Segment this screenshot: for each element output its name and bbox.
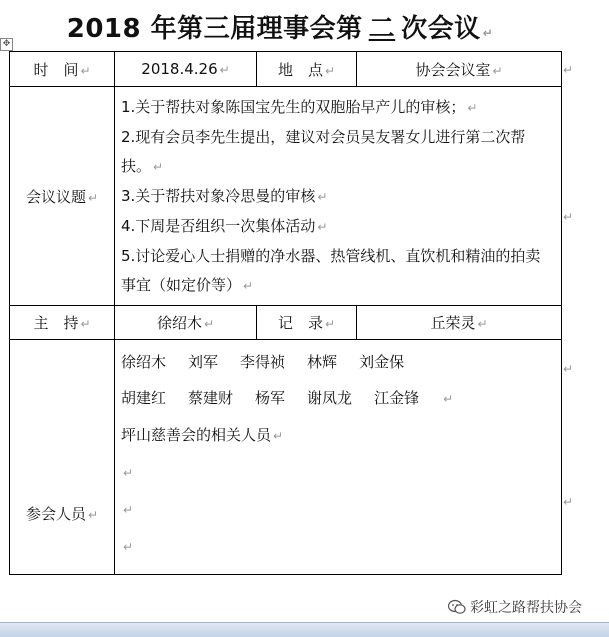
row-end-mark: ↵ [563, 210, 574, 224]
attendee-name: 江金锋 [374, 389, 420, 407]
record-label-cell: 记 录 ↵ [257, 306, 357, 340]
place-label-cell: 地 点 ↵ [257, 52, 357, 87]
meeting-table [9, 51, 562, 575]
topics-content-cell[interactable] [115, 87, 562, 306]
attendee-name: 李得祯 [240, 353, 286, 371]
topic-item: 3.关于帮扶对象冷思曼的审核 ↵ [121, 187, 328, 205]
attendee-name: 刘金保 [359, 353, 405, 371]
topic-item: 4.下周是否组织一次集体活动 ↵ [121, 217, 328, 235]
wechat-logo-icon [448, 599, 466, 615]
attendee-line: 胡建红 蔡建财 杨军 谢凤龙 江金锋 ↵ [121, 380, 555, 417]
watermark-text: 彩虹之路帮扶协会 [470, 600, 582, 616]
attendees-label-cell: 参会人员 ↵ [10, 340, 115, 575]
attendee-line: 坪山慈善会的相关人员 ↵ [121, 426, 284, 444]
table-row-topics [10, 87, 562, 306]
empty-paragraph: ↵ [123, 503, 134, 517]
topic-item: 1.关于帮扶对象陈国宝先生的双胞胎早产儿的审核； ↵ [121, 98, 478, 116]
document-title [0, 8, 560, 45]
attendee-name: 谢凤龙 [307, 389, 353, 407]
row-end-mark: ↵ [563, 495, 574, 509]
table-row-attendees [10, 340, 562, 575]
empty-paragraph: ↵ [123, 540, 134, 554]
host-label-cell: 主 持 ↵ [10, 306, 115, 340]
time-value-cell[interactable]: 2018.4.26 ↵ [115, 52, 257, 87]
row-end-mark: ↵ [563, 63, 574, 77]
title-prefix: 2018 年第三届理事会第 [66, 14, 363, 44]
topics-label-cell: 会议议题 ↵ [10, 87, 115, 306]
title-suffix: 次会议 [401, 14, 481, 44]
title-session-number: 二 [368, 14, 396, 44]
attendee-line [121, 344, 555, 380]
table-row-host-record [10, 306, 562, 340]
empty-paragraph: ↵ [123, 466, 134, 480]
attendee-name: 杨军 [255, 389, 286, 407]
row-end-mark: ↵ [563, 362, 574, 376]
record-value-cell[interactable]: 丘荣灵 ↵ [357, 306, 562, 340]
paragraph-mark: ↵ [482, 26, 494, 40]
attendee-name: 徐绍木 [121, 353, 167, 371]
attendees-content-cell[interactable] [115, 340, 562, 575]
watermark [448, 597, 582, 617]
attendee-name: 胡建红 [121, 389, 167, 407]
time-label-cell: 时 间 ↵ [10, 52, 115, 87]
window-bottom-bar [0, 622, 609, 637]
attendee-name: 林辉 [307, 353, 338, 371]
topic-item: 5.讨论爱心人士捐赠的净水器、热管线机、直饮机和精油的拍卖事宜（如定价等） ↵ [121, 247, 541, 294]
table-row-time-place [10, 52, 562, 87]
topic-item: 2.现有会员李先生提出，建议对会员吴友署女儿进行第二次帮扶。 ↵ [121, 128, 526, 175]
attendee-name: 刘军 [188, 353, 219, 371]
attendee-name: 蔡建财 [188, 389, 234, 407]
host-value-cell[interactable]: 徐绍木 ↵ [115, 306, 257, 340]
table-move-handle-icon[interactable]: ✥ [0, 38, 13, 51]
place-value-cell[interactable]: 协会会议室 ↵ [357, 52, 562, 87]
